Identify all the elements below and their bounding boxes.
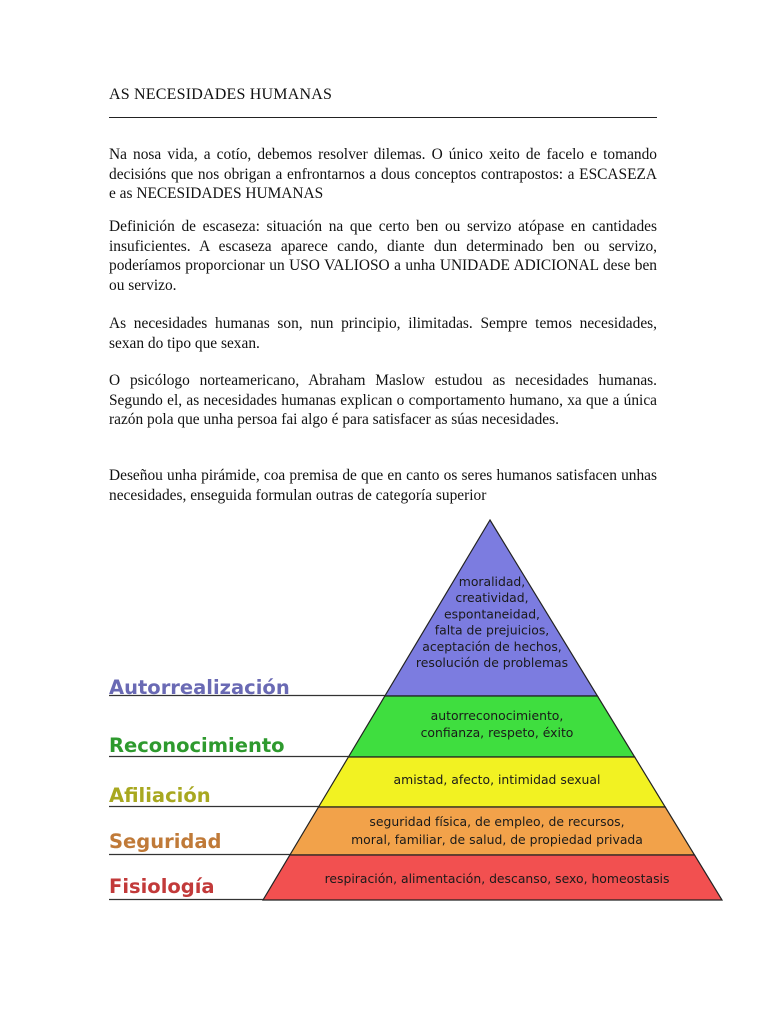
level-label: Seguridad (109, 830, 222, 853)
level-description-line: confianza, respeto, éxito (420, 725, 574, 740)
level-description-line: seguridad física, de empleo, de recursos, (369, 814, 625, 829)
level-label: Autorrealización (109, 676, 290, 699)
level-description-line: autorreconocimiento, (430, 708, 564, 723)
level-description-line: moralidad, (458, 574, 526, 589)
document-title: AS NECESIDADES HUMANAS (109, 86, 333, 103)
paragraph: As necesidades humanas son, nun principio, ilimitadas. Sempre temos necesidades, sexan do tipo que sexan. (109, 315, 657, 352)
level-label: Fisiología (109, 875, 215, 898)
level-description-line: aceptación de hechos, (422, 638, 562, 654)
level-description-line: creatividad, (455, 590, 529, 606)
level-description-line: moral, familiar, de salud, de propiedad privada (351, 831, 643, 847)
level-description-line: respiración, alimentación, descanso, sexo, homeostasis (324, 871, 670, 886)
level-description-line: falta de prejuicios, (434, 622, 550, 638)
level-description-line: amistad, afecto, intimidad sexual (393, 772, 601, 787)
level-description-line: espontaneidad, (443, 606, 541, 622)
level-description-line: resolución de problemas (415, 655, 569, 670)
level-label: Afiliación (109, 784, 211, 807)
paragraph: Na nosa vida, a cotío, debemos resolver dilemas. O único xeito de facelo e tomando decisións que nos obrigan a enfrontarnos a dous conceptos contrapostos: a ESCASEZA e as NECESIDADES HUMANAS (109, 146, 657, 202)
paragraph: Deseñou unha pirámide, coa premisa de que en canto os seres humanos satisfacen unhas necesidades, enseguida formulan outras de categoría superior (109, 467, 657, 504)
paragraph: O psicólogo norteamericano, Abraham Maslow estudou as necesidades humanas. Segundo el, as necesidades humanas explican o comportamento humano, xa que a única razón pola que unha persoa fai algo é para satisfacer as súas necesidades. (109, 372, 657, 428)
level-label: Reconocimiento (109, 734, 285, 757)
paragraph: Definición de escaseza: situación na que certo ben ou servizo atópase en cantidades insuficientes. A escaseza aparece cando, diante dun determinado ben ou servizo, poderíamos proporcionar un USO VALIOSO a unha UNIDADE ADICIONAL dese ben ou servizo. (109, 218, 657, 294)
